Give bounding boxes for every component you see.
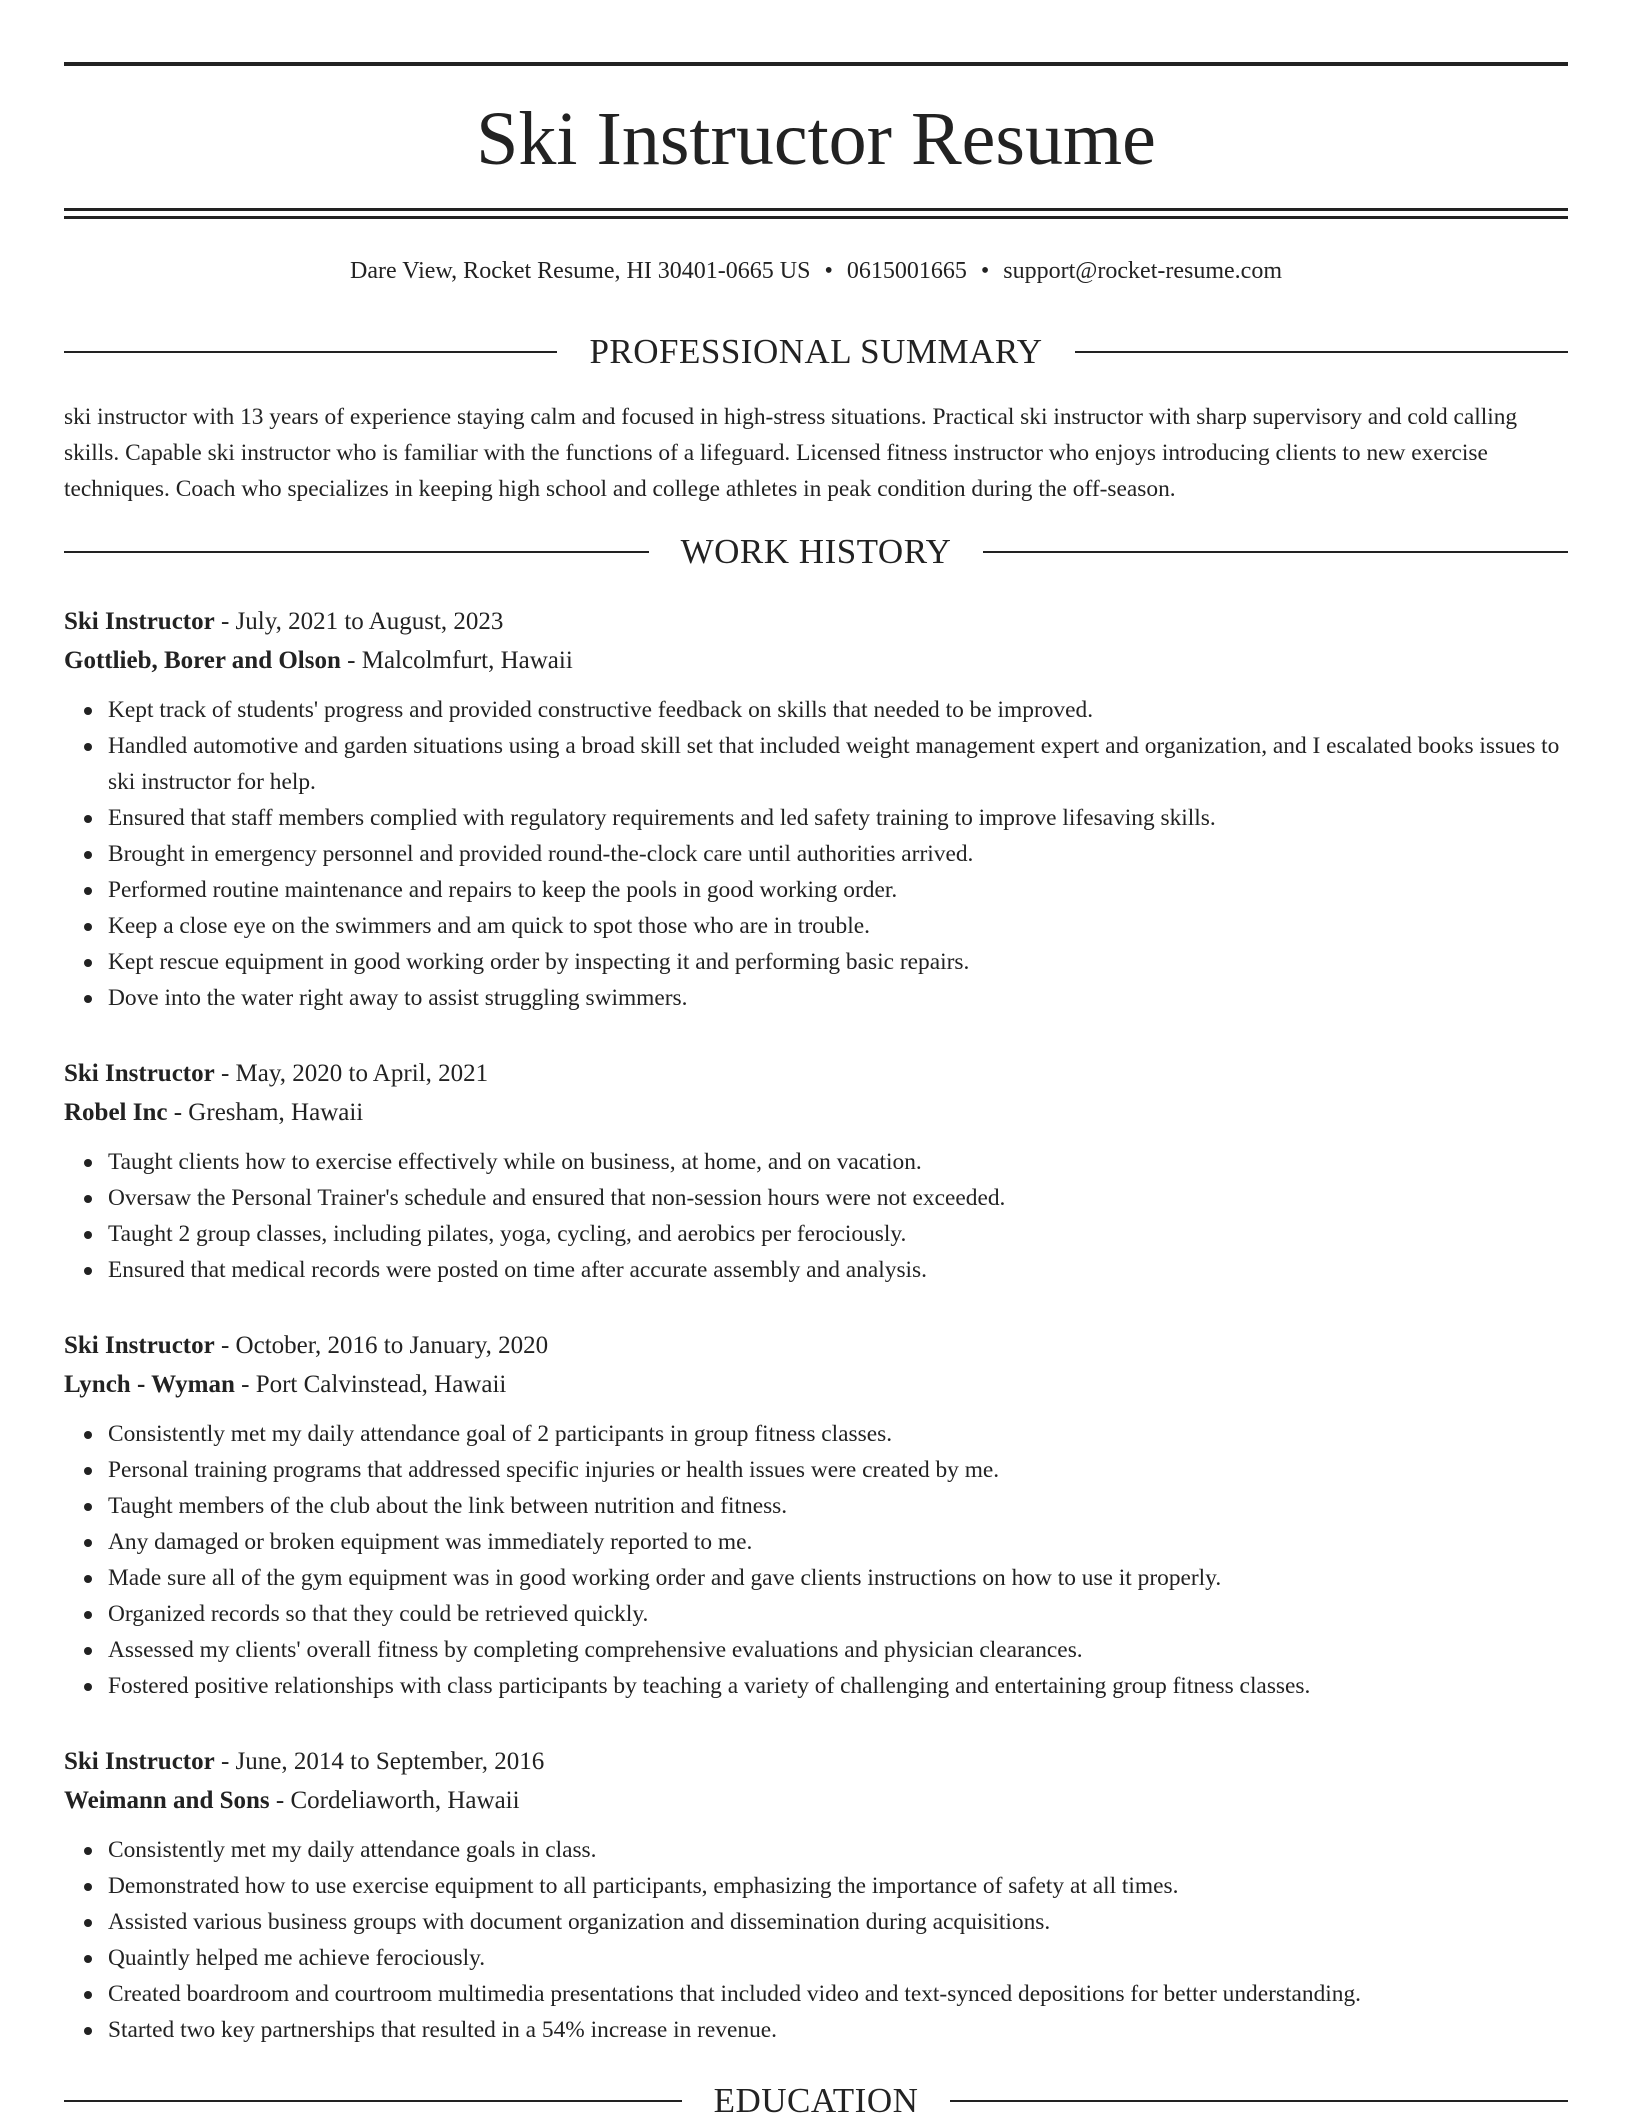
job-company: Lynch - Wyman xyxy=(64,1371,235,1398)
job-bullet: Brought in emergency personnel and provided round-the-clock care until authorities arrived. xyxy=(108,836,1568,872)
job-bullet: Taught 2 group classes, including pilates, yoga, cycling, and aerobics per ferociously. xyxy=(108,1216,1568,1252)
section-divider xyxy=(64,351,557,353)
section-divider xyxy=(64,551,649,553)
job-bullet: Kept track of students' progress and provided constructive feedback on skills that needed to be improved. xyxy=(108,692,1568,728)
job-company-line xyxy=(64,641,1568,680)
job-company: Weimann and Sons xyxy=(64,1787,270,1814)
job-bullet: Kept rescue equipment in good working order by inspecting it and performing basic repairs. xyxy=(108,944,1568,980)
job-bullet: Ensured that medical records were posted on time after accurate assembly and analysis. xyxy=(108,1252,1568,1288)
header-double-rule-upper xyxy=(64,208,1568,211)
job-dates: - October, 2016 to January, 2020 xyxy=(214,1332,549,1359)
job-location: - Gresham, Hawaii xyxy=(167,1099,364,1126)
job-title: Ski Instructor xyxy=(64,1332,215,1359)
job-bullet: Assessed my clients' overall fitness by completing comprehensive evaluations and physician clearances. xyxy=(108,1632,1568,1668)
job-bullet: Ensured that staff members complied with regulatory requirements and led safety training to improve lifesaving skills. xyxy=(108,800,1568,836)
job-entry xyxy=(64,1054,1568,1288)
job-location: - Malcolmfurt, Hawaii xyxy=(340,647,573,674)
job-company-line xyxy=(64,1781,1568,1820)
job-dates: - July, 2021 to August, 2023 xyxy=(214,608,504,635)
contact-separator: • xyxy=(824,258,833,284)
section-divider xyxy=(950,2100,1568,2102)
job-bullet: Started two key partnerships that resulted in a 54% increase in revenue. xyxy=(108,2012,1568,2048)
job-title-line xyxy=(64,1326,1568,1365)
job-entry xyxy=(64,1326,1568,1704)
job-entry xyxy=(64,602,1568,1016)
job-location: - Port Calvinstead, Hawaii xyxy=(234,1371,507,1398)
job-title-line xyxy=(64,1054,1568,1093)
job-title: Ski Instructor xyxy=(64,608,215,635)
job-bullet: Demonstrated how to use exercise equipment to all participants, emphasizing the importance of safety at all times. xyxy=(108,1868,1568,1904)
contact-address: Dare View, Rocket Resume, HI 30401-0665 US xyxy=(350,258,811,284)
job-location: - Cordeliaworth, Hawaii xyxy=(269,1787,520,1814)
job-company: Gottlieb, Borer and Olson xyxy=(64,647,341,674)
job-bullet-list xyxy=(64,1832,1568,2048)
job-title: Ski Instructor xyxy=(64,1748,215,1775)
job-bullet: Performed routine maintenance and repairs to keep the pools in good working order. xyxy=(108,872,1568,908)
job-bullet-list xyxy=(64,1144,1568,1288)
job-title-line xyxy=(64,602,1568,641)
job-bullet: Consistently met my daily attendance goals in class. xyxy=(108,1832,1568,1868)
job-bullet: Assisted various business groups with document organization and dissemination during acquisitions. xyxy=(108,1904,1568,1940)
section-heading-education xyxy=(64,2079,1568,2123)
job-bullet: Handled automotive and garden situations using a broad skill set that included weight management expert and organization, and I escalated books issues to ski instructor for help. xyxy=(108,728,1568,800)
job-bullet: Oversaw the Personal Trainer's schedule and ensured that non-session hours were not exceeded. xyxy=(108,1180,1568,1216)
contact-line xyxy=(64,254,1568,288)
job-dates: - June, 2014 to September, 2016 xyxy=(214,1748,545,1775)
job-bullet: Any damaged or broken equipment was immediately reported to me. xyxy=(108,1524,1568,1560)
job-title: Ski Instructor xyxy=(64,1060,215,1087)
job-bullet: Organized records so that they could be retrieved quickly. xyxy=(108,1596,1568,1632)
job-bullet: Quaintly helped me achieve ferociously. xyxy=(108,1940,1568,1976)
job-bullet: Keep a close eye on the swimmers and am quick to spot those who are in trouble. xyxy=(108,908,1568,944)
job-bullet: Created boardroom and courtroom multimedia presentations that included video and text-synced depositions for better understanding. xyxy=(108,1976,1568,2012)
section-heading-work-history xyxy=(64,530,1568,574)
section-heading-label: PROFESSIONAL SUMMARY xyxy=(589,332,1043,371)
contact-phone: 0615001665 xyxy=(846,258,967,284)
job-company: Robel Inc xyxy=(64,1099,168,1126)
job-bullet: Personal training programs that addressed specific injuries or health issues were created by me. xyxy=(108,1452,1568,1488)
job-company-line xyxy=(64,1365,1568,1404)
job-bullet: Fostered positive relationships with class participants by teaching a variety of challenging and entertaining group fitness classes. xyxy=(108,1668,1568,1704)
contact-separator: • xyxy=(980,258,990,284)
section-divider xyxy=(983,551,1568,553)
header-top-rule xyxy=(64,62,1568,66)
professional-summary-text: ski instructor with 13 years of experience staying calm and focused in high-stress situations. Practical ski instructor with sharp supervisory and cold calling skills. Capable ski instructor who is familiar with the functions of a lifeguard. Licensed fitness instructor who enjoys introducing clients to new exercise techniques. Coach who specializes in keeping high school and college athletes in peak condition during the off-season. xyxy=(64,404,1518,502)
job-bullet-list xyxy=(64,1416,1568,1704)
section-divider xyxy=(64,2100,682,2102)
section-divider xyxy=(1075,351,1568,353)
job-bullet: Dove into the water right away to assist struggling swimmers. xyxy=(108,980,1568,1016)
job-entry xyxy=(64,1742,1568,2048)
contact-email: support@rocket-resume.com xyxy=(1003,258,1282,284)
job-title-line xyxy=(64,1742,1568,1781)
job-bullet: Taught clients how to exercise effectively while on business, at home, and on vacation. xyxy=(108,1144,1568,1180)
section-heading-summary xyxy=(64,330,1568,374)
section-heading-label: WORK HISTORY xyxy=(680,532,952,571)
job-bullet-list xyxy=(64,692,1568,1016)
job-bullet: Made sure all of the gym equipment was in good working order and gave clients instructions on how to use it properly. xyxy=(108,1560,1568,1596)
section-heading-label: EDUCATION xyxy=(713,2081,919,2120)
job-bullet: Taught members of the club about the link between nutrition and fitness. xyxy=(108,1488,1568,1524)
job-bullet: Consistently met my daily attendance goal of 2 participants in group fitness classes. xyxy=(108,1416,1568,1452)
job-company-line xyxy=(64,1093,1568,1132)
resume-title: Ski Instructor Resume xyxy=(476,97,1156,181)
job-dates: - May, 2020 to April, 2021 xyxy=(214,1060,489,1087)
header-double-rule-lower xyxy=(64,216,1568,219)
